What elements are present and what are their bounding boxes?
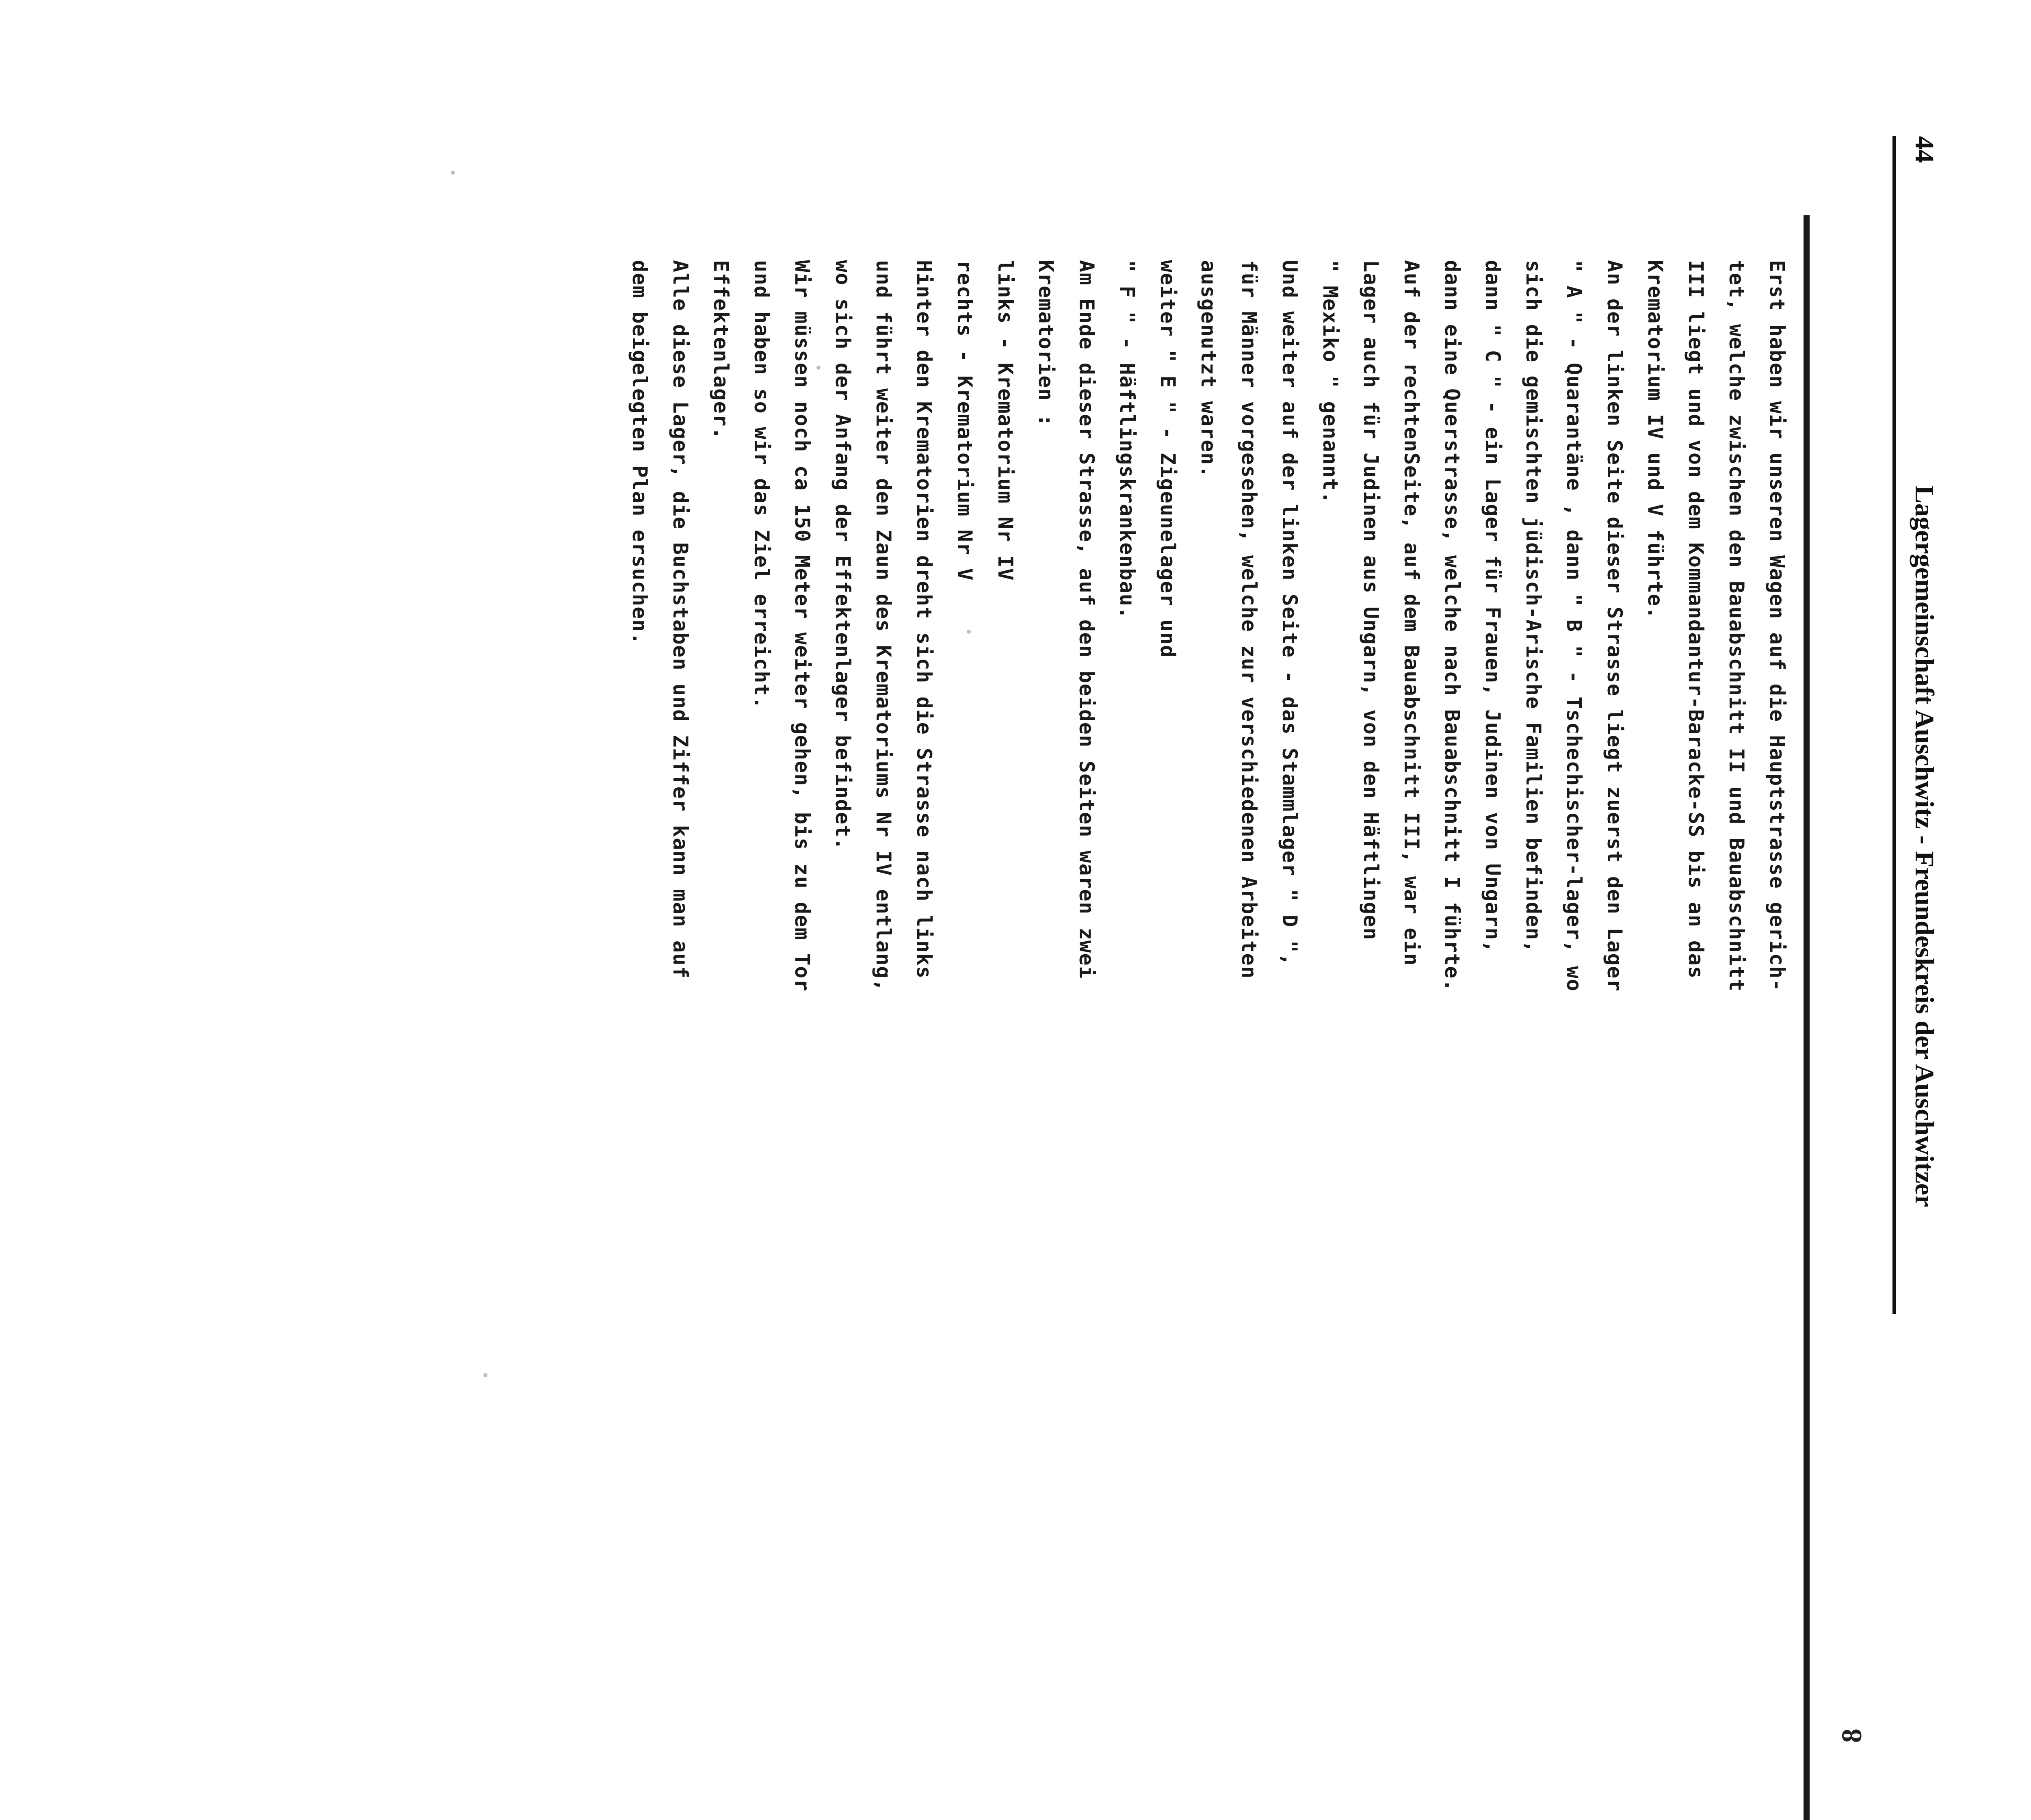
typewritten-line: und haben so wir das Ziel erreicht. — [750, 260, 773, 710]
typewritten-line: Effektenlager. — [709, 260, 733, 440]
typewritten-line: ausgenutzt waren. — [1197, 260, 1220, 479]
typewritten-line: III liegt und von dem Kommandantur-Baracke-SS bis an das — [1684, 260, 1708, 979]
scan-speck — [967, 630, 971, 634]
typewritten-line: dem beigelegten Plan ersuchen. — [628, 260, 652, 646]
typewritten-page-rule — [1804, 215, 1810, 1820]
typewritten-line: und führt weiter den Zaun des Krematoriums Nr IV entlang, — [872, 260, 895, 992]
typewritten-line: rechts - Krematorium Nr V — [953, 260, 977, 581]
typewritten-line: Krematorium IV und V führte. — [1643, 260, 1667, 620]
typewritten-line: Lager auch für Judinen aus Ungarn, von den Häftlingen — [1359, 260, 1383, 940]
typewritten-line: dann " C " - ein Lager für Frauen, Judinen von Ungarn, — [1481, 260, 1505, 953]
typewritten-line: tet, welche zwischen den Bauabschnitt II und Bauabschnitt — [1725, 260, 1748, 992]
typewritten-line: Hinter den Krematorien dreht sich die Strasse nach links — [912, 260, 936, 979]
typewritten-line: Und weiter auf der linken Seite - das Stammlager " D ", — [1278, 260, 1301, 966]
scan-speck — [451, 171, 455, 175]
typewritten-page-number: 8 — [1836, 1729, 1868, 1743]
typewritten-line: Krematorien : — [1034, 260, 1058, 427]
typewritten-line: sich die gemischten jüdisch-Arische Familien befinden, — [1522, 260, 1545, 953]
journal-header — [1897, 136, 1944, 1314]
typewritten-body — [619, 260, 1797, 1743]
typewritten-line: wo sich der Anfang der Effektenlager befindet. — [831, 260, 855, 851]
journal-title: Lagergemeinschaft Auschwitz - Freundeskreis der Auschwitzer — [1910, 485, 1939, 1207]
typewritten-line: An der linken Seite dieser Strasse liegt zuerst den Lager — [1603, 260, 1626, 992]
typewritten-line: links - Krematorium Nr IV — [994, 260, 1017, 581]
typewritten-line: " A " - Quarantäne , dann " B " - Tschechischer-lager, wo — [1562, 260, 1586, 992]
typewritten-line: Alle diese Lager, die Buchstaben und Ziffer kann man auf — [669, 260, 692, 979]
typewritten-line: " F " - Häftlingskrankenbau. — [1115, 260, 1139, 620]
typewritten-line: " Mexiko " genannt. — [1319, 260, 1342, 504]
typewritten-line: dann eine Querstrasse, welche nach Bauabschnitt I führte. — [1440, 260, 1464, 992]
scan-speck — [483, 1373, 487, 1377]
journal-page-number: 44 — [1910, 136, 1939, 163]
typewritten-line: Auf der rechtenSeite, auf dem Bauabschnitt III, war ein — [1400, 260, 1423, 966]
typewritten-line: für Männer vorgesehen, welche zur verschiedenen Arbeiten — [1237, 260, 1261, 979]
typewritten-line: Am Ende dieser Strasse, auf den beiden Seiten waren zwei — [1075, 260, 1098, 979]
journal-header-rule — [1892, 136, 1896, 1314]
typewritten-line: Wir müssen noch ca 150 Meter weiter gehen, bis zu dem Tor — [790, 260, 814, 992]
typewritten-line: weiter " E " - Zigeunelager und — [1156, 260, 1180, 658]
typewritten-line: Erst haben wir unseren Wagen auf die Hauptstrasse gerich- — [1765, 260, 1789, 992]
scan-speck — [816, 366, 821, 370]
